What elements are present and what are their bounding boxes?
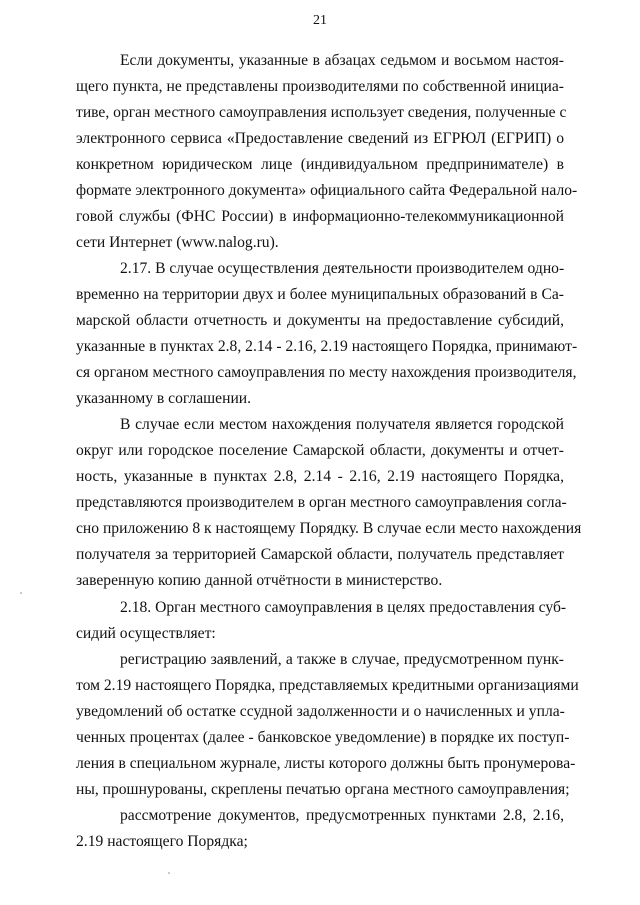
text-line: говой службы (ФНС России) в информационно-телекоммуникационной [76, 208, 564, 225]
text-line: получателя за территорией Самарской области, получатель представляет [76, 546, 564, 563]
text-line: указанные в пунктах 2.8, 2.14 - 2.16, 2.19 настоящего Порядка, принимают- [76, 338, 578, 355]
text-line: сно приложению 8 к настоящему Порядку. В случае если место нахождения [76, 520, 582, 537]
text-line: ность, указанные в пунктах 2.8, 2.14 - 2.16, 2.19 настоящего Порядка, [76, 468, 564, 485]
text-line: регистрацию заявлений, а также в случае, предусмотренном пунк- [120, 651, 564, 668]
text-line: указанному в соглашении. [76, 390, 252, 407]
text-line: Если документы, указанные в абзацах седьмом и восьмом настоя- [120, 52, 564, 69]
text-line: формате электронного документа» официального сайта Федеральной нало- [76, 182, 578, 199]
text-line: ченных процентах (далее - банковское уведомление) в порядке их поступ- [76, 729, 570, 746]
text-line: ся органом местного самоуправления по месту нахождения производителя, [76, 364, 577, 381]
text-line: сидий осуществляет: [76, 625, 216, 642]
page-number: 21 [313, 13, 327, 28]
text-line: уведомлений об остатке ссудной задолженности и о начисленных и упла- [76, 703, 565, 720]
text-line: сети Интернет (www.nalog.ru). [76, 234, 279, 251]
text-line: 2.17. В случае осуществления деятельности производителем одно- [120, 260, 565, 277]
text-line: ления в специальном журнале, листы которого должны быть пронумерова- [76, 755, 576, 772]
scan-speck [20, 592, 22, 594]
text-line: рассмотрение документов, предусмотренных пунктами 2.8, 2.16, [120, 807, 564, 824]
text-line: заверенную копию данной отчётности в министерство. [76, 572, 443, 589]
text-line: временно на территории двух и более муниципальных образований в Са- [76, 286, 564, 303]
text-line: том 2.19 настоящего Порядка, представляемых кредитными организациями [76, 677, 579, 694]
text-line: марской области отчетность и документы на предоставление субсидий, [76, 312, 564, 329]
text-line: 2.18. Орган местного самоуправления в целях предоставления суб- [120, 599, 567, 616]
text-line: конкретном юридическом лице (индивидуальном предпринимателе) в [76, 156, 564, 173]
text-line: 2.19 настоящего Порядка; [76, 833, 248, 850]
text-line: щего пункта, не представлены производителями по собственной инициа- [76, 78, 564, 95]
text-line: электронного сервиса «Предоставление сведений из ЕГРЮЛ (ЕГРИП) о [76, 130, 564, 147]
text-line: округ или городское поселение Самарской области, документы и отчет- [76, 442, 564, 459]
text-line: представляются производителем в орган местного самоуправления согла- [76, 494, 567, 511]
text-line: В случае если местом нахождения получателя является городской [120, 416, 564, 433]
text-line: тиве, орган местного самоуправления использует сведения, полученные с [76, 104, 567, 121]
text-line: ны, прошнурованы, скреплены печатью органа местного самоуправления; [76, 781, 570, 798]
scan-speck [168, 872, 170, 874]
